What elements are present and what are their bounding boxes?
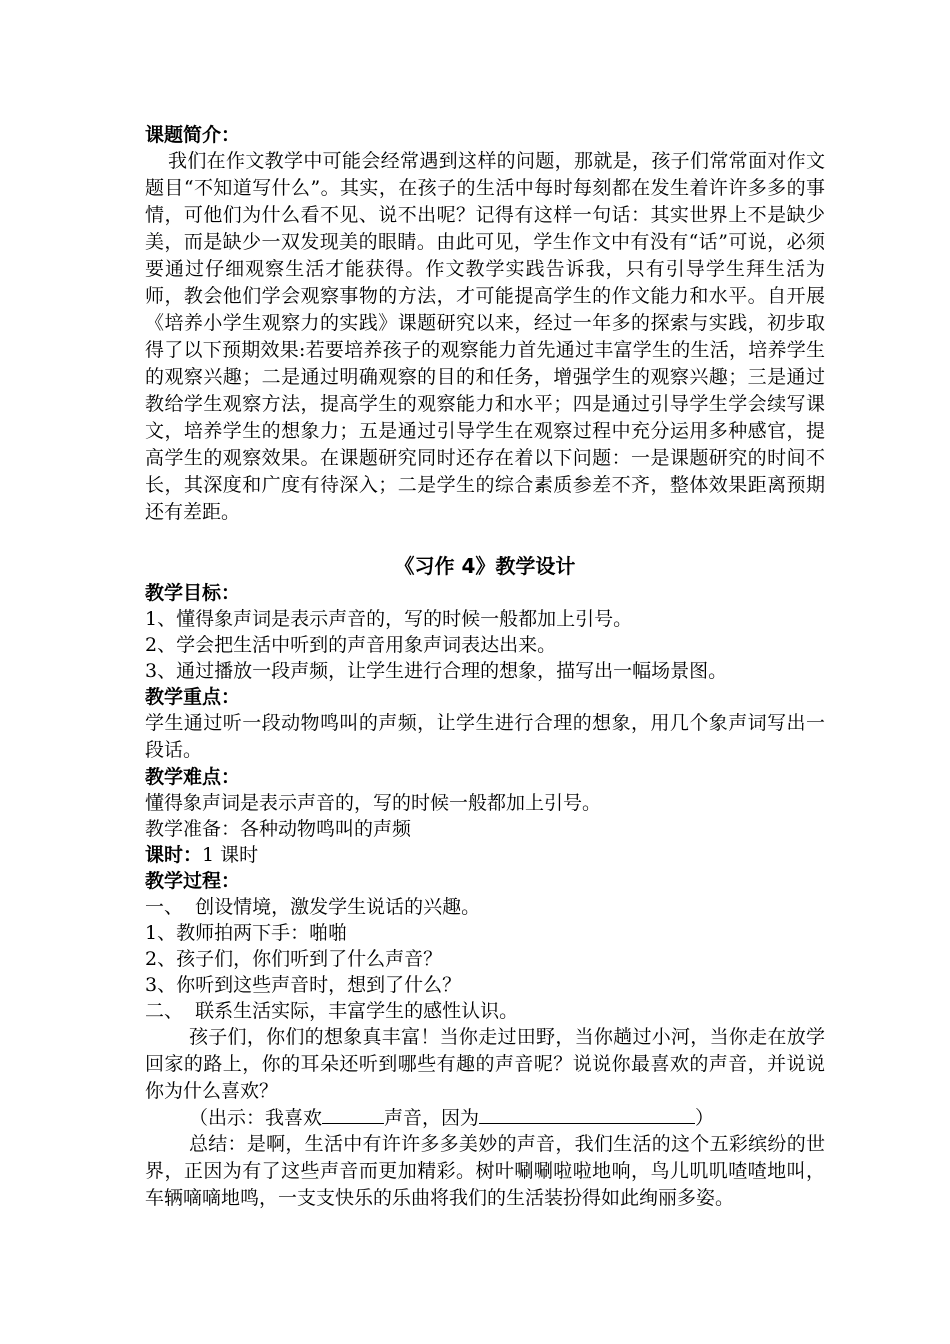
- step-1-item: 1、教师拍两下手：啪啪: [145, 922, 348, 944]
- summary-paragraph: 总结：是啊，生活中有许许多多美妙的声音，我们生活的这个五彩缤纷的世界，正因为有了这些声音而更加精彩。树叶唰唰啦啦地响，鸟儿叽叽喳喳地叫，车辆嘀嘀地鸣，一支支快乐的乐曲将我们的生活装扮得如此绚丽多姿。: [145, 1133, 825, 1209]
- goal-item: 3、通过播放一段声频，让学生进行合理的想象，描写出一幅场景图。: [145, 660, 728, 682]
- hours-value: 1 课时: [202, 844, 259, 866]
- hours-line: [145, 842, 825, 868]
- prompt-part-b: 声音，因为: [384, 1107, 480, 1129]
- step-1-item: 3、你听到这些声音时，想到了什么？: [145, 974, 462, 996]
- step-1-item: 2、孩子们，你们听到了什么声音？: [145, 948, 443, 970]
- step-2-paragraph: 孩子们，你们的想象真丰富！当你走过田野，当你趟过小河，当你走在放学回家的路上，你的耳朵还听到哪些有趣的声音呢？说说你最喜欢的声音，并说说你为什么喜欢？: [145, 1026, 825, 1102]
- intro-heading: 课题简介：: [145, 124, 241, 146]
- intro-paragraph: 我们在作文教学中可能会经常遇到这样的问题，那就是，孩子们常常面对作文题目“不知道写什么”。其实，在孩子的生活中每时每刻都在发生着许许多多的事情，可他们为什么看不见、说不出呢？记得有这样一句话：其实世界上不是缺少美，而是缺少一双发现美的眼睛。由此可见，学生作文中有没有“话”可说，必须要通过仔细观察生活才能获得。作文教学实践告诉我，只有引导学生拜生活为师，教会他们学会观察事物的方法，才可能提高学生的作文能力和水平。自开展《培养小学生观察力的实践》课题研究以来，经过一年多的探索与实践，初步取得了以下预期效果:若要培养孩子的观察能力首先通过丰富学生的生活，培养学生的观察兴趣；二是通过明确观察的目的和任务，增强学生的观察兴趣；三是通过教给学生观察方法，提高学生的观察能力和水平；四是通过引导学生学会续写课文，培养学生的想象力；五是通过引导学生在观察过程中充分运用多种感官，提高学生的观察效果。在课题研究同时还存在着以下问题：一是课题研究的时间不长，其深度和广度有待深入；二是学生的综合素质参差不齐，整体效果距离预期还有差距。: [145, 150, 825, 523]
- document-page: [145, 122, 825, 1212]
- fill-in-prompt: [145, 1105, 825, 1131]
- process-heading: 教学过程：: [145, 870, 241, 892]
- hours-label: 课时：: [145, 844, 203, 866]
- process-step-2: 二、 联系生活实际，丰富学生的感性认识。: [145, 1000, 519, 1022]
- difficulty-heading: 教学难点：: [145, 766, 241, 788]
- prompt-part-c: ）: [695, 1107, 715, 1129]
- blank-line-short: [322, 1105, 384, 1124]
- prompt-part-a: （出示：我喜欢: [189, 1107, 323, 1129]
- blank-line-long: [479, 1105, 695, 1124]
- focus-text: 学生通过听一段动物鸣叫的声频，让学生进行合理的想象，用几个象声词写出一段话。: [145, 712, 825, 761]
- goals-heading: 教学目标：: [145, 582, 241, 604]
- goal-item: 1、懂得象声词是表示声音的，写的时候一般都加上引号。: [145, 608, 633, 630]
- process-step-1: 一、 创设情境，激发学生说话的兴趣。: [145, 896, 481, 918]
- lesson-title: 《习作 4》教学设计: [394, 554, 576, 578]
- difficulty-text: 懂得象声词是表示声音的，写的时候一般都加上引号。: [145, 792, 602, 814]
- prep-text: 教学准备：各种动物鸣叫的声频: [145, 818, 412, 840]
- focus-heading: 教学重点：: [145, 686, 241, 708]
- goal-item: 2、学会把生活中听到的声音用象声词表达出来。: [145, 634, 557, 656]
